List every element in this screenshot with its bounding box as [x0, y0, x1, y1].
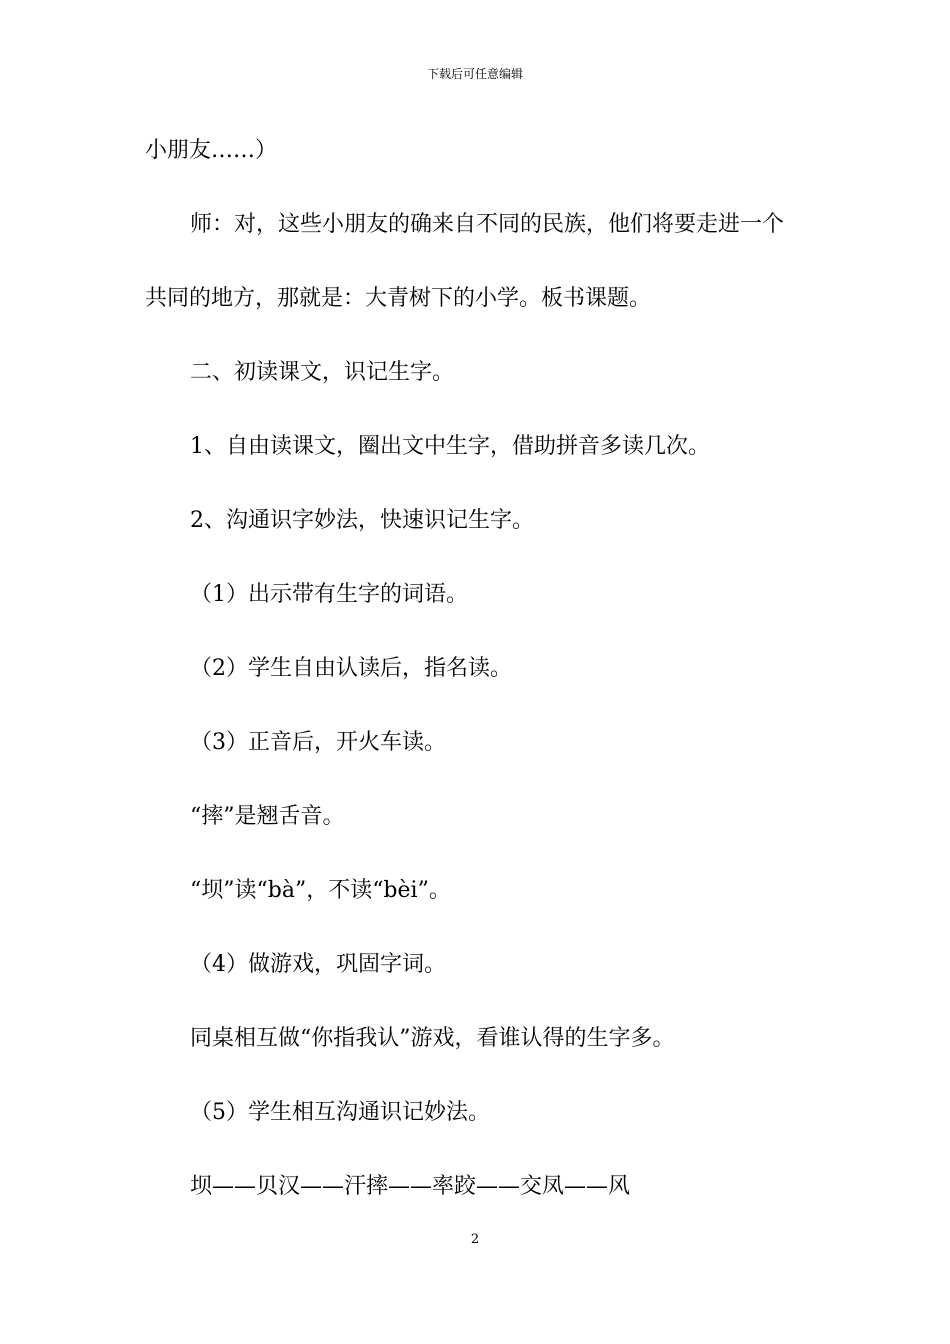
- paragraph-line: 同桌相互做“你指我认”游戏，看谁认得的生字多。: [190, 1026, 675, 1051]
- paragraph-line: “摔”是翘舌音。: [190, 804, 345, 829]
- page-header: 下载后可任意编辑: [426, 67, 523, 81]
- paragraph-line: （4）做游戏，巩固字词。: [190, 952, 446, 977]
- paragraph-line: 师：对，这些小朋友的确来自不同的民族，他们将要走进一个: [190, 212, 785, 237]
- paragraph-line: （5）学生相互沟通识记妙法。: [190, 1100, 490, 1125]
- paragraph-line: （2）学生自由认读后，指名读。: [190, 656, 512, 681]
- paragraph-line: 共同的地方，那就是：大青树下的小学。板书课题。: [145, 286, 652, 311]
- paragraph-line: “坝”读“bà”，不读“bèi”。: [190, 878, 451, 903]
- paragraph-line: 1、自由读课文，圈出文中生字，借助拼音多读几次。: [190, 434, 710, 459]
- paragraph-line: 小朋友……）: [145, 138, 278, 163]
- paragraph-line: （3）正音后，开火车读。: [190, 730, 446, 755]
- section-heading: 二、初读课文，识记生字。: [190, 360, 455, 385]
- paragraph-line: 2、沟通识字妙法，快速识记生字。: [190, 508, 534, 533]
- paragraph-line: （1）出示带有生字的词语。: [190, 582, 468, 607]
- paragraph-line: 坝——贝汉——汗摔——率跤——交凤——风: [190, 1174, 631, 1199]
- page-number: 2: [470, 1232, 480, 1247]
